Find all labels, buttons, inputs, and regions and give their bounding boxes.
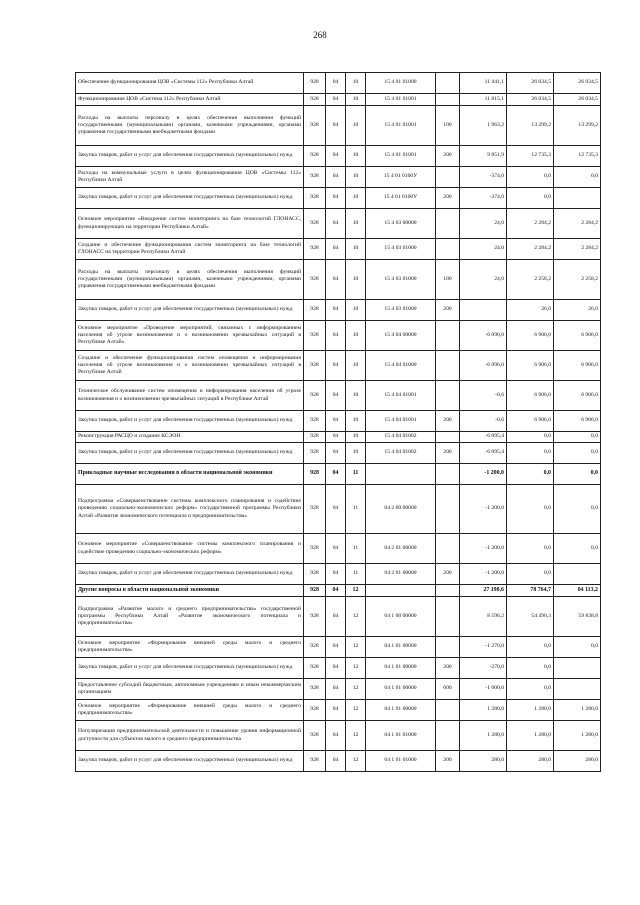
admin-code: 928 <box>304 597 326 637</box>
target-article: 15 4 04 01000 <box>366 351 436 381</box>
expense-type <box>436 534 460 564</box>
amount-year-3 <box>554 679 601 700</box>
row-name: Основное мероприятие «Формирование внешней среды малого и среднего предпринимательства» <box>76 700 304 721</box>
target-article: 15 4 04 01001 <box>366 381 436 411</box>
amount-year-2: 0,0 <box>507 679 554 700</box>
amount-year-2: 78 764,7 <box>507 585 554 597</box>
row-name: Подпрограмма «Совершенствование системы комплексного планирования и содействие проведению социально-экономических реформ» государственной программы Республики Алтай «Развитие экономического потенциала и предпринимательства» <box>76 485 304 534</box>
table-row <box>76 167 601 188</box>
amount-year-3: 26,0 <box>554 300 601 321</box>
row-name: Расходы на выплаты персоналу в целях обеспечения выполнения функций государственными (муниципальными) органами, казенными учреждениями, органами управления государственными внебюджетными фондами <box>76 260 304 300</box>
target-article <box>366 464 436 485</box>
table-row <box>76 443 601 464</box>
amount-change: 11 441,1 <box>460 73 507 94</box>
section-code: 04 <box>326 321 346 351</box>
subsection-code: 11 <box>346 485 366 534</box>
table-row <box>76 464 601 485</box>
amount-year-2: 0,0 <box>507 464 554 485</box>
subsection-code: 12 <box>346 751 366 772</box>
section-code: 04 <box>326 106 346 146</box>
amount-year-2: 280,0 <box>507 751 554 772</box>
section-code: 04 <box>326 73 346 94</box>
amount-year-2: 6 906,0 <box>507 381 554 411</box>
row-name: Основное мероприятие «Проведение мероприятий, связанных с информированием населения об угрозе возникновения и о возникновении чрезвычайных ситуаций в Республике Алтай» <box>76 321 304 351</box>
amount-change: 27 190,6 <box>460 585 507 597</box>
amount-change: 24,0 <box>460 239 507 260</box>
budget-table-body <box>76 73 601 772</box>
amount-year-2: 1 280,0 <box>507 700 554 721</box>
admin-code: 928 <box>304 73 326 94</box>
table-row <box>76 260 601 300</box>
amount-year-2: 6 906,0 <box>507 321 554 351</box>
amount-change: -374,0 <box>460 188 507 209</box>
subsection-code: 12 <box>346 679 366 700</box>
amount-year-2: 0,0 <box>507 658 554 679</box>
expense-type <box>436 167 460 188</box>
table-row <box>76 94 601 106</box>
amount-change: -1 000,0 <box>460 679 507 700</box>
section-code: 04 <box>326 167 346 188</box>
expense-type <box>436 239 460 260</box>
amount-year-2: 0,0 <box>507 485 554 534</box>
subsection-code: 10 <box>346 381 366 411</box>
table-row <box>76 751 601 772</box>
amount-year-2: 1 280,0 <box>507 721 554 751</box>
target-article: 15 4 03 01000 <box>366 300 436 321</box>
amount-year-2: 0,0 <box>507 167 554 188</box>
row-name: Закупка товаров, работ и услуг для обеспечения государственных (муниципальных) нужд <box>76 188 304 209</box>
target-article: 15 4 03 01000 <box>366 239 436 260</box>
target-article: 04 1 01 00000 <box>366 679 436 700</box>
section-code: 04 <box>326 411 346 432</box>
section-code: 04 <box>326 209 346 239</box>
row-name: Закупка товаров, работ и услуг для обеспечения государственных (муниципальных) нужд <box>76 751 304 772</box>
admin-code: 928 <box>304 351 326 381</box>
amount-year-2: 0,0 <box>507 432 554 443</box>
admin-code: 928 <box>304 94 326 106</box>
table-row <box>76 679 601 700</box>
section-code: 04 <box>326 485 346 534</box>
amount-year-3: 26 034,5 <box>554 73 601 94</box>
table-row <box>76 485 601 534</box>
amount-change: -0,6 <box>460 411 507 432</box>
section-code: 04 <box>326 94 346 106</box>
target-article: 04 2 01 00000 <box>366 564 436 585</box>
row-name: Создание и обеспечение функционирования систем мониторинга на базе технологий ГЛОНАСС на территории Республики Алтай <box>76 239 304 260</box>
expense-type <box>436 432 460 443</box>
section-code: 04 <box>326 700 346 721</box>
subsection-code: 10 <box>346 209 366 239</box>
expense-type <box>436 351 460 381</box>
amount-year-3: 6 906,0 <box>554 381 601 411</box>
row-name: Закупка товаров, работ и услуг для обеспечения государственных (муниципальных) нужд <box>76 658 304 679</box>
amount-year-2: 0,0 <box>507 188 554 209</box>
subsection-code: 10 <box>346 321 366 351</box>
table-row <box>76 73 601 94</box>
amount-year-2: 26 034,5 <box>507 94 554 106</box>
subsection-code: 10 <box>346 146 366 167</box>
row-name: Функционирование ЦОВ «Система 112» Республики Алтай <box>76 94 304 106</box>
target-article: 04 1 01 00000 <box>366 700 436 721</box>
expense-type: 600 <box>436 679 460 700</box>
section-code: 04 <box>326 432 346 443</box>
row-name: Закупка товаров, работ и услуг для обеспечения государственных (муниципальных) нужд <box>76 411 304 432</box>
expense-type: 100 <box>436 260 460 300</box>
expense-type: 200 <box>436 146 460 167</box>
subsection-code: 10 <box>346 239 366 260</box>
amount-year-3: 26 034,5 <box>554 94 601 106</box>
expense-type <box>436 321 460 351</box>
expense-type <box>436 209 460 239</box>
subsection-code: 10 <box>346 411 366 432</box>
target-article: 15 4 01 01001 <box>366 106 436 146</box>
amount-year-3: 59 838,8 <box>554 597 601 637</box>
target-article: 15 4 01 0100У <box>366 188 436 209</box>
section-code: 04 <box>326 381 346 411</box>
table-row <box>76 106 601 146</box>
section-code: 04 <box>326 637 346 658</box>
amount-change: -0,6 <box>460 381 507 411</box>
amount-change: -1 270,0 <box>460 637 507 658</box>
subsection-code: 10 <box>346 188 366 209</box>
amount-change: -1 200,0 <box>460 534 507 564</box>
amount-year-3: 2 258,2 <box>554 260 601 300</box>
table-row <box>76 321 601 351</box>
section-code: 04 <box>326 534 346 564</box>
expense-type <box>436 585 460 597</box>
row-name: Закупка товаров, работ и услуг для обеспечения государственных (муниципальных) нужд <box>76 564 304 585</box>
section-code: 04 <box>326 464 346 485</box>
amount-change: -6 096,0 <box>460 351 507 381</box>
admin-code: 928 <box>304 106 326 146</box>
amount-year-2: 0,0 <box>507 443 554 464</box>
amount-year-3: 0,0 <box>554 637 601 658</box>
table-row <box>76 300 601 321</box>
target-article: 04 1 00 00000 <box>366 597 436 637</box>
section-code: 04 <box>326 146 346 167</box>
table-row <box>76 534 601 564</box>
amount-year-3: 6 906,0 <box>554 351 601 381</box>
admin-code: 928 <box>304 464 326 485</box>
row-name: Закупка товаров, работ и услуг для обеспечения государственных (муниципальных) нужд <box>76 443 304 464</box>
amount-year-3: 280,0 <box>554 751 601 772</box>
target-article: 15 4 04 01001 <box>366 411 436 432</box>
expense-type: 200 <box>436 188 460 209</box>
table-row <box>76 351 601 381</box>
amount-change: 280,0 <box>460 751 507 772</box>
amount-year-2: 13 299,2 <box>507 106 554 146</box>
admin-code: 928 <box>304 637 326 658</box>
amount-change <box>460 300 507 321</box>
admin-code: 928 <box>304 188 326 209</box>
row-name: Другие вопросы в области национальной экономики <box>76 585 304 597</box>
amount-year-3: 13 299,2 <box>554 106 601 146</box>
section-code: 04 <box>326 597 346 637</box>
row-name: Техническое обслуживание систем оповещения и информирования населения об угрозе возникновения и о возникновении чрезвычайных ситуаций в Республике Алтай <box>76 381 304 411</box>
row-name: Популяризация предпринимательской деятельности и повышение уровня информационной доступности для субъектов малого и среднего предпринимательства <box>76 721 304 751</box>
section-code: 04 <box>326 585 346 597</box>
section-code: 04 <box>326 721 346 751</box>
expense-type: 200 <box>436 443 460 464</box>
amount-year-3: 2 284,2 <box>554 239 601 260</box>
row-name: Подпрограмма «Развитие малого и среднего предпринимательства» государственной программы Республики Алтай «Развитие экономического потенциала и предпринимательства» <box>76 597 304 637</box>
target-article: 15 4 03 00000 <box>366 209 436 239</box>
subsection-code: 10 <box>346 73 366 94</box>
expense-type: 200 <box>436 658 460 679</box>
amount-year-2: 26,0 <box>507 300 554 321</box>
subsection-code: 10 <box>346 106 366 146</box>
amount-change: -6 095,4 <box>460 432 507 443</box>
amount-year-3: 0,0 <box>554 485 601 534</box>
expense-type <box>436 637 460 658</box>
amount-year-2: 54 490,3 <box>507 597 554 637</box>
table-row <box>76 146 601 167</box>
amount-change: -270,0 <box>460 658 507 679</box>
target-article: 15 4 01 0100У <box>366 167 436 188</box>
expense-type: 200 <box>436 300 460 321</box>
section-code: 04 <box>326 658 346 679</box>
section-code: 04 <box>326 751 346 772</box>
amount-change: 11 815,1 <box>460 94 507 106</box>
row-name: Создание и обеспечение функционирования систем оповещения и информирования населения об угрозе возникновения и о возникновении чрезвычайных ситуаций в Республике Алтай <box>76 351 304 381</box>
amount-year-3: 0,0 <box>554 167 601 188</box>
admin-code: 928 <box>304 260 326 300</box>
subsection-code: 12 <box>346 637 366 658</box>
expense-type <box>436 485 460 534</box>
target-article: 15 4 01 01001 <box>366 146 436 167</box>
table-row <box>76 700 601 721</box>
admin-code: 928 <box>304 564 326 585</box>
amount-year-2: 0,0 <box>507 637 554 658</box>
amount-year-2: 12 735,3 <box>507 146 554 167</box>
amount-year-3: 0,0 <box>554 534 601 564</box>
target-article: 04 2 00 00000 <box>366 485 436 534</box>
row-name: Обеспечение функционирования ЦОВ «Системы 112» Республики Алтай <box>76 73 304 94</box>
amount-change: 24,0 <box>460 260 507 300</box>
table-row <box>76 188 601 209</box>
subsection-code: 12 <box>346 585 366 597</box>
amount-year-3: 6 906,0 <box>554 411 601 432</box>
admin-code: 928 <box>304 381 326 411</box>
admin-code: 928 <box>304 167 326 188</box>
section-code: 04 <box>326 239 346 260</box>
subsection-code: 12 <box>346 721 366 751</box>
expense-type: 200 <box>436 564 460 585</box>
expense-type <box>436 700 460 721</box>
table-row <box>76 564 601 585</box>
amount-year-3: 0,0 <box>554 443 601 464</box>
amount-change: -1 200,0 <box>460 564 507 585</box>
amount-change: 1 280,0 <box>460 700 507 721</box>
subsection-code: 10 <box>346 443 366 464</box>
amount-year-2: 2 258,2 <box>507 260 554 300</box>
expense-type <box>436 597 460 637</box>
row-name: Основное мероприятие «Совершенствование системы комплексного планирования и содействие проведению социально-экономических реформ» <box>76 534 304 564</box>
section-code: 04 <box>326 564 346 585</box>
subsection-code: 10 <box>346 260 366 300</box>
target-article: 15 4 04 01002 <box>366 432 436 443</box>
amount-year-3: 0,0 <box>554 464 601 485</box>
subsection-code: 12 <box>346 597 366 637</box>
amount-change: -1 200,0 <box>460 464 507 485</box>
target-article <box>366 585 436 597</box>
expense-type: 200 <box>436 411 460 432</box>
amount-year-3: 84 113,2 <box>554 585 601 597</box>
admin-code: 928 <box>304 321 326 351</box>
admin-code: 928 <box>304 485 326 534</box>
amount-year-3: 12 735,3 <box>554 146 601 167</box>
subsection-code: 10 <box>346 351 366 381</box>
table-row <box>76 239 601 260</box>
amount-year-3: 1 280,0 <box>554 700 601 721</box>
subsection-code: 10 <box>346 167 366 188</box>
expense-type <box>436 721 460 751</box>
section-code: 04 <box>326 443 346 464</box>
target-article: 04 1 01 01000 <box>366 751 436 772</box>
amount-year-3: 1 280,0 <box>554 721 601 751</box>
amount-year-3: 2 284,2 <box>554 209 601 239</box>
section-code: 04 <box>326 300 346 321</box>
amount-year-3: 0,0 <box>554 432 601 443</box>
expense-type: 200 <box>436 751 460 772</box>
amount-change: 8 596,2 <box>460 597 507 637</box>
amount-year-3 <box>554 658 601 679</box>
expense-type: 100 <box>436 106 460 146</box>
amount-change: 9 851,9 <box>460 146 507 167</box>
row-name: Расходы на выплаты персоналу в целях обеспечения выполнения функций государственными (муниципальными) органами, казенными учреждениями, органами управления государственными внебюджетными фондами <box>76 106 304 146</box>
admin-code: 928 <box>304 721 326 751</box>
expense-type <box>436 94 460 106</box>
table-row <box>76 585 601 597</box>
amount-year-2: 0,0 <box>507 534 554 564</box>
table-row <box>76 597 601 637</box>
row-name: Расходы на коммунальные услуги в целях функционирования ЦОВ «Системы 112» Республики Алтай <box>76 167 304 188</box>
row-name: Предоставление субсидий бюджетным, автономным учреждениям и иным некоммерческим организациям <box>76 679 304 700</box>
row-name: Прикладные научные исследования в области национальной экономики <box>76 464 304 485</box>
row-name: Закупка товаров, работ и услуг для обеспечения государственных (муниципальных) нужд <box>76 300 304 321</box>
subsection-code: 12 <box>346 700 366 721</box>
admin-code: 928 <box>304 679 326 700</box>
admin-code: 928 <box>304 146 326 167</box>
amount-change: 1 963,2 <box>460 106 507 146</box>
amount-year-3: 6 906,0 <box>554 321 601 351</box>
target-article: 04 1 01 01000 <box>366 721 436 751</box>
amount-change: -6 095,4 <box>460 443 507 464</box>
amount-year-2: 2 284,2 <box>507 209 554 239</box>
expense-type <box>436 381 460 411</box>
section-code: 04 <box>326 679 346 700</box>
amount-change: -374,0 <box>460 167 507 188</box>
admin-code: 928 <box>304 585 326 597</box>
subsection-code: 11 <box>346 464 366 485</box>
admin-code: 928 <box>304 443 326 464</box>
amount-year-2: 6 906,0 <box>507 351 554 381</box>
section-code: 04 <box>326 351 346 381</box>
amount-change: -1 200,0 <box>460 485 507 534</box>
admin-code: 928 <box>304 658 326 679</box>
admin-code: 928 <box>304 534 326 564</box>
target-article: 04 1 01 00000 <box>366 658 436 679</box>
amount-year-2: 0,0 <box>507 564 554 585</box>
admin-code: 928 <box>304 239 326 260</box>
subsection-code: 10 <box>346 432 366 443</box>
target-article: 15 4 03 01000 <box>366 260 436 300</box>
expense-type <box>436 464 460 485</box>
subsection-code: 10 <box>346 94 366 106</box>
admin-code: 928 <box>304 209 326 239</box>
expense-type <box>436 73 460 94</box>
amount-year-2: 26 034,5 <box>507 73 554 94</box>
row-name: Закупка товаров, работ и услуг для обеспечения государственных (муниципальных) нужд <box>76 146 304 167</box>
target-article: 15 4 04 01002 <box>366 443 436 464</box>
admin-code: 928 <box>304 700 326 721</box>
amount-year-2: 2 284,2 <box>507 239 554 260</box>
subsection-code: 12 <box>346 658 366 679</box>
row-name: Основное мероприятие «Формирование внешней среды малого и среднего предпринимательства» <box>76 637 304 658</box>
row-name: Реконструкция РАСЦО и создание КСЭОН <box>76 432 304 443</box>
section-code: 04 <box>326 188 346 209</box>
section-code: 04 <box>326 260 346 300</box>
table-row <box>76 432 601 443</box>
budget-table <box>75 72 601 772</box>
table-row <box>76 637 601 658</box>
table-row <box>76 381 601 411</box>
subsection-code: 11 <box>346 534 366 564</box>
target-article: 15 4 04 00000 <box>366 321 436 351</box>
subsection-code: 10 <box>346 300 366 321</box>
target-article: 15 4 01 01001 <box>366 94 436 106</box>
target-article: 15 4 01 01000 <box>366 73 436 94</box>
target-article: 04 1 01 00000 <box>366 637 436 658</box>
target-article: 04 2 01 00000 <box>366 534 436 564</box>
table-row <box>76 658 601 679</box>
admin-code: 928 <box>304 751 326 772</box>
table-row <box>76 209 601 239</box>
amount-year-3 <box>554 564 601 585</box>
subsection-code: 11 <box>346 564 366 585</box>
page-number: 268 <box>313 30 327 40</box>
amount-change: 1 280,0 <box>460 721 507 751</box>
amount-year-3 <box>554 188 601 209</box>
amount-change: -6 096,0 <box>460 321 507 351</box>
admin-code: 928 <box>304 300 326 321</box>
table-row <box>76 411 601 432</box>
table-row <box>76 721 601 751</box>
admin-code: 928 <box>304 432 326 443</box>
amount-change: 24,0 <box>460 209 507 239</box>
amount-year-2: 6 906,0 <box>507 411 554 432</box>
admin-code: 928 <box>304 411 326 432</box>
row-name: Основное мероприятие «Внедрение систем мониторинга на базе технологий ГЛОНАСС, функционирующих на территории Республики Алтай» <box>76 209 304 239</box>
